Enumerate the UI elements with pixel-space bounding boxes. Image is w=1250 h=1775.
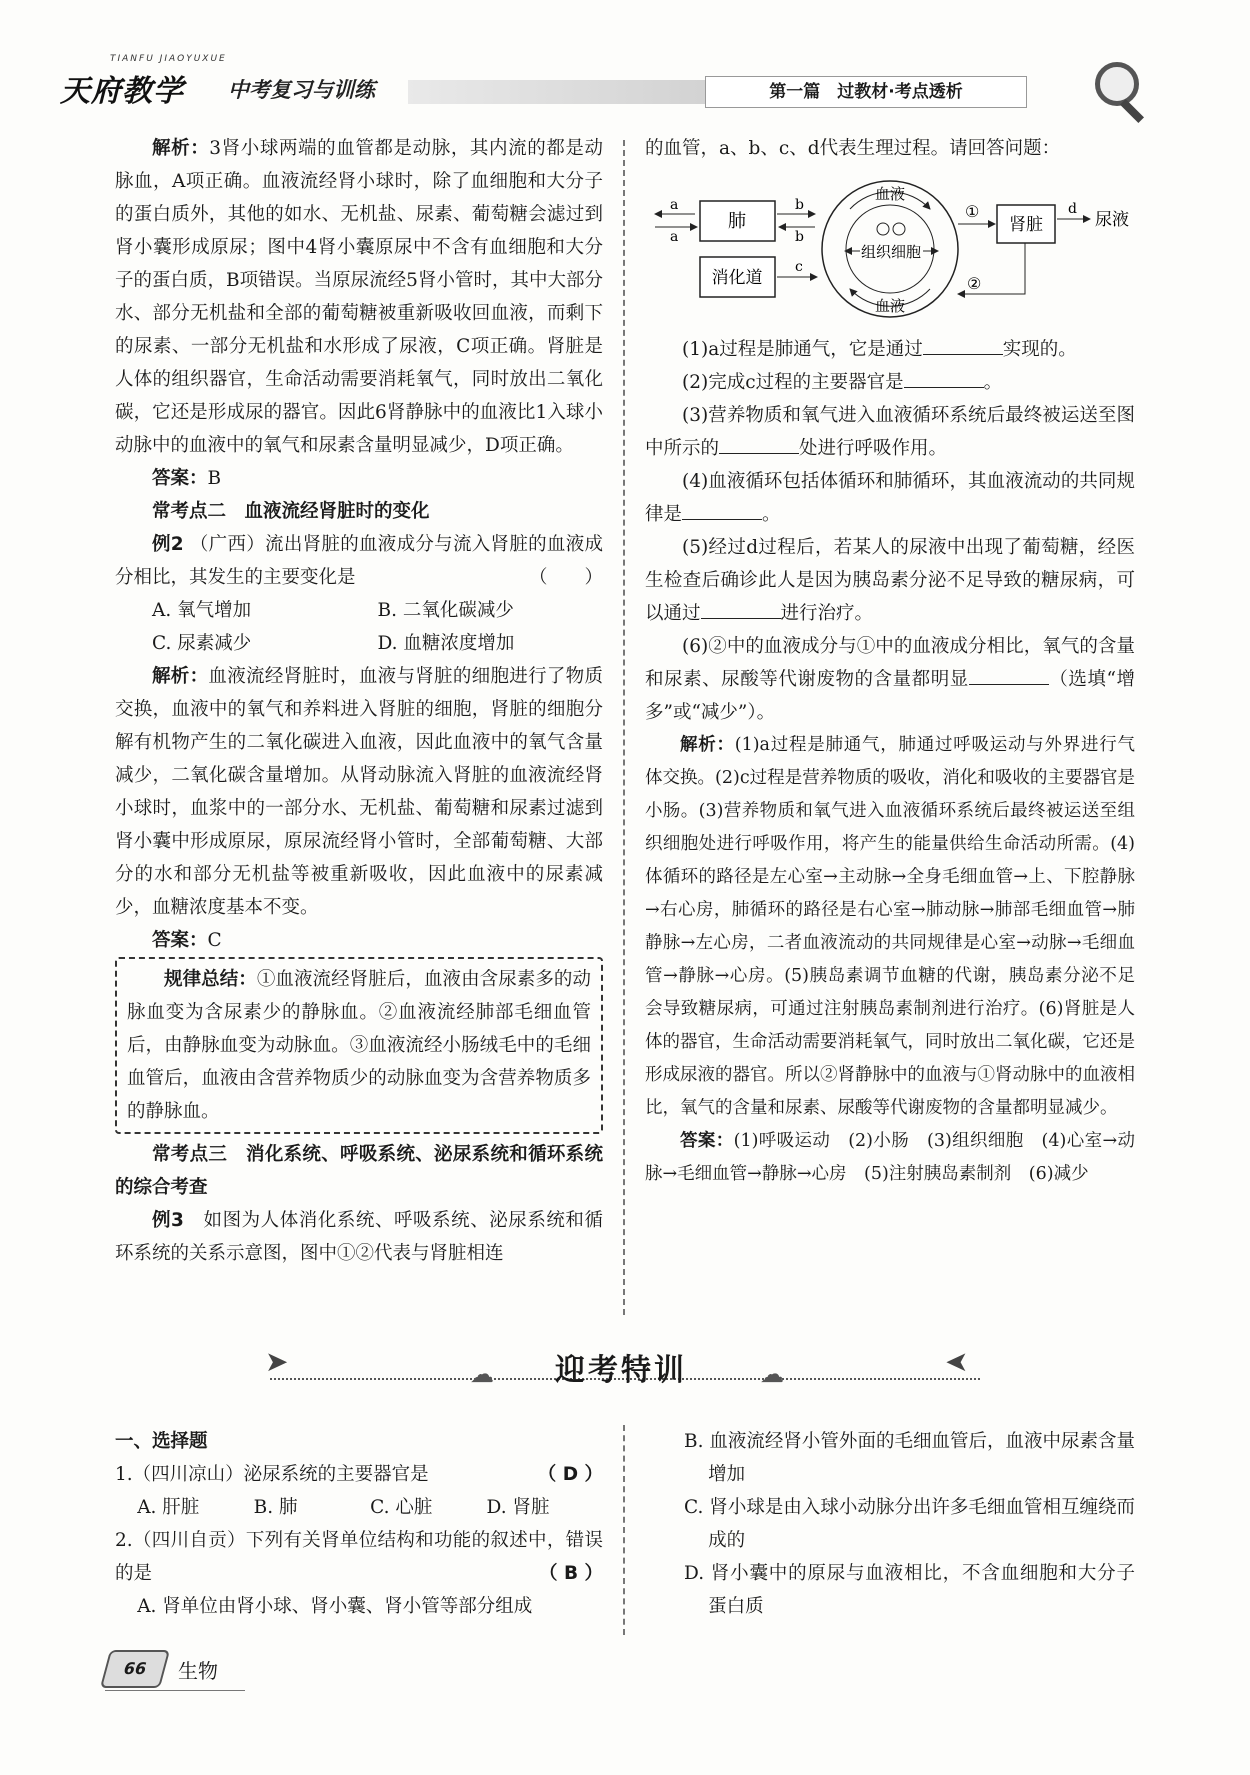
rule-label: 规律总结： xyxy=(164,969,257,990)
cloud-icon: ☁ xyxy=(470,1360,494,1388)
answer-blank[interactable] xyxy=(719,435,799,454)
kidney-label: 肾脏 xyxy=(1009,215,1043,235)
footer-rule xyxy=(105,1690,245,1691)
analysis-text: (1)a过程是肺通气，肺通过呼吸运动与外界进行气体交换。(2)c过程是营养物质的吸收，消化和吸收的主要器官是小肠。(3)营养物质和氧气进入血液循环系统后最终被运送至组织细胞处进行呼吸作用，将产生的能量供给生命活动所需。(4)体循环的路径是左心室→主动脉→全身毛细血管→上、下腔静脉→右心房，肺循环的路径是右心室→肺动脉→肺部毛细血管→肺静脉→左心房，二者血液流动的共同规律是心室→动脉→毛细血管→静脉→心房。(5)胰岛素调节血糖的代谢，胰岛素分泌不足会导致糖尿病，可通过注射胰岛素制剂进行治疗。(6)肾脏是人体的器官，生命活动需要消耗氧气，同时放出二氧化碳，它还是形成尿液的器官。所以②肾静脉中的血液与①肾动脉中的血液相比，氧气的含量和尿素、尿酸等代谢废物的含量都明显减少。 xyxy=(645,735,1135,1118)
magnifier-handle-icon xyxy=(1120,99,1144,123)
analysis-text: 3肾小球两端的血管都是动脉，其内流的都是动脉血，A项正确。血液流经肾小球时，除了血细胞和大分子的蛋白质外，其他的如水、无机盐、尿素、葡萄糖会滤过到肾小囊形成原尿；图中4肾小囊原尿中不含有血细胞和大分子的蛋白质，B项错误。当原尿流经5肾小管时，其中大部分水、部分无机盐和全部的葡萄糖被重新吸收回血液，而剩下的尿素、一部分无机盐和水形成了尿液，C项正确。肾脏是人体的组织器官，生命活动需要消耗氧气，同时放出二氧化碳，它还是形成尿的器官。因此6肾静脉中的血液比1入球小动脉中的血液中的氧气和尿素含量明显减少，D项正确。 xyxy=(115,138,603,456)
option-c: C. 尿素减少 xyxy=(152,633,252,654)
lung-label: 肺 xyxy=(728,211,746,232)
option-d: D. 血糖浓度增加 xyxy=(377,633,515,654)
series-title: 中考复习与训练 xyxy=(228,78,375,102)
column-divider xyxy=(623,140,625,1315)
option-b: B. 二氧化碳减少 xyxy=(377,600,514,621)
page-header xyxy=(60,54,1130,118)
circulation-diagram xyxy=(645,169,1135,329)
answer-blank[interactable] xyxy=(923,336,1003,355)
vessel-2-label: ② xyxy=(967,274,982,293)
column-divider xyxy=(623,1425,625,1635)
process-d-label: d xyxy=(1068,201,1077,217)
options-row-2 xyxy=(115,627,603,660)
option-c: C. 心脏 xyxy=(370,1497,433,1518)
option-a: A. 氧气增加 xyxy=(152,600,252,621)
option-c: C. 肾小球是由入球小动脉分出许多毛细血管相互缠绕而成的 xyxy=(684,1497,1135,1551)
training-title: 迎考特训 xyxy=(555,1353,687,1388)
tissue-cell-label: 组织细胞 xyxy=(860,243,922,261)
question-6-text: (6)②中的血液成分与①中的血液成分相比，氧气的含量和尿素、尿酸等代谢废物的含量都明显 xyxy=(645,636,1135,690)
process-b-label: b xyxy=(795,197,804,213)
logo-pinyin: TIANFU JIAOYUXUE xyxy=(110,54,227,64)
example-2-label: 例2 xyxy=(152,534,184,555)
key-point-2: 常考点二 血液流经肾脏时的变化 xyxy=(152,501,430,522)
option-b: B. 血液流经肾小管外面的毛细血管后，血液中尿素含量增加 xyxy=(684,1431,1135,1485)
example-2-text: （广西）流出肾脏的血液成分与流入肾脏的血液成分相比，其发生的主要变化是 xyxy=(115,534,603,588)
answer-value: C xyxy=(207,930,222,951)
digestive-tract-label: 消化道 xyxy=(711,268,763,288)
question-6-tail: （选填“增多”或“减少”）。 xyxy=(645,669,1135,723)
page-number: 66 xyxy=(100,1650,170,1688)
answer-label: 答案： xyxy=(680,1131,734,1151)
answer-blank[interactable] xyxy=(969,666,1049,685)
section-choice-heading: 一、选择题 xyxy=(115,1431,208,1452)
analysis-label: 解析： xyxy=(680,735,735,755)
question-3-text: (3)营养物质和氧气进入血液循环系统后最终被运送至图中所示的 xyxy=(645,405,1135,459)
question-4-text: (4)血液循环包括体循环和肺循环，其血液流动的共同规律是 xyxy=(645,471,1135,525)
blood-top-label: 血液 xyxy=(874,185,906,203)
answer-label: 答案： xyxy=(152,468,208,489)
logo: 天府教学 xyxy=(60,74,184,109)
training-left xyxy=(115,1425,603,1623)
paper-plane-icon: ➤ xyxy=(265,1345,289,1378)
example-3-continued: 的血管，a、b、c、d代表生理过程。请回答问题： xyxy=(645,138,1061,159)
vessel-1-label: ① xyxy=(965,202,980,221)
question-3-tail: 处进行呼吸作用。 xyxy=(799,438,948,459)
paper-plane-icon: ➤ xyxy=(945,1345,969,1378)
section-title: 第一篇 过教材·考点透析 xyxy=(705,76,1027,108)
training-options-1 xyxy=(115,1491,603,1524)
analysis-label: 解析： xyxy=(152,666,209,687)
magnifier-icon xyxy=(1095,62,1139,106)
option-a: A. 肝脏 xyxy=(137,1497,200,1518)
option-d: D. 肾脏 xyxy=(486,1497,550,1518)
options-row-1 xyxy=(115,594,603,627)
training-answer-2: （ B ） xyxy=(539,1563,603,1584)
process-a-label: a xyxy=(670,229,679,245)
process-a-label: a xyxy=(670,197,679,213)
answer-paren: （ ） xyxy=(528,567,603,588)
answer-blank[interactable] xyxy=(682,501,762,520)
training-question-2: 2.（四川自贡）下列有关肾单位结构和功能的叙述中，错误的是 xyxy=(115,1530,603,1584)
process-b-label: b xyxy=(795,229,804,245)
subject-label: 生物 xyxy=(178,1659,218,1683)
option-a: A. 肾单位由肾小球、肾小囊、肾小管等部分组成 xyxy=(137,1596,533,1617)
example-3-label: 例3 xyxy=(152,1210,184,1231)
rule-text: ①血液流经肾脏后，血液由含尿素多的动脉血变为含尿素少的静脉血。②血液流经肺部毛细血管后，由静脉血变为动脉血。③血液流经小肠绒毛中的毛细血管后，血液由含营养物质少的动脉血变为含营养物质多的静脉血。 xyxy=(127,969,591,1122)
training-answer-1: （ D ） xyxy=(537,1464,603,1485)
question-2-text: (2)完成c过程的主要器官是 xyxy=(682,372,904,393)
answer-value: B xyxy=(207,468,222,489)
answer-blank[interactable] xyxy=(701,600,781,619)
analysis-label: 解析： xyxy=(152,138,210,159)
question-2-tail: 。 xyxy=(983,372,1003,393)
urine-label: 尿液 xyxy=(1095,210,1129,230)
training-right xyxy=(660,1425,1135,1623)
question-5-tail: 进行治疗。 xyxy=(780,603,874,624)
cloud-icon: ☁ xyxy=(760,1360,784,1388)
answer-label: 答案： xyxy=(152,930,208,951)
option-b: B. 肺 xyxy=(253,1497,298,1518)
right-column xyxy=(645,132,1135,1191)
option-d: D. 肾小囊中的原尿与血液相比，不含血细胞和大分子蛋白质 xyxy=(684,1563,1135,1617)
left-column xyxy=(115,132,603,1270)
process-c-label: c xyxy=(795,259,803,275)
question-1-tail: 实现的。 xyxy=(1002,339,1077,360)
training-question-1: 1.（四川凉山）泌尿系统的主要器官是 xyxy=(115,1464,429,1485)
question-5-text: (5)经过d过程后，若某人的尿液中出现了葡萄糖，经医生检查后确诊此人是因为胰岛素分泌不足导致的糖尿病，可以通过 xyxy=(645,537,1135,624)
blood-bottom-label: 血液 xyxy=(874,297,906,315)
answer-value: (1)呼吸运动 (2)小肠 (3)组织细胞 (4)心室→动脉→毛细血管→静脉→心房 (5)注射胰岛素制剂 (6)减少 xyxy=(645,1131,1135,1184)
analysis-text: 血液流经肾脏时，血液与肾脏的细胞进行了物质交换，血液中的氧气和养料进入肾脏的细胞，肾脏的细胞分解有机物产生的二氧化碳进入血液，因此血液中的氧气含量减少，二氧化碳含量增加。从肾动脉流入肾脏的血液流经肾小球时，血浆中的一部分水、无机盐、葡萄糖和尿素过滤到肾小囊中形成原尿，原尿流经肾小管时，全部葡萄糖、大部分的水和部分无机盐等被重新吸收，因此血液中的尿素减少，血糖浓度基本不变。 xyxy=(115,666,603,918)
example-3-text: 如图为人体消化系统、呼吸系统、泌尿系统和循环系统的关系示意图，图中①②代表与肾脏相连 xyxy=(115,1210,603,1264)
key-point-3: 常考点三 消化系统、呼吸系统、泌尿系统和循环系统的综合考查 xyxy=(115,1144,603,1198)
question-1-text: (1)a过程是肺通气，它是通过 xyxy=(682,339,923,360)
answer-blank[interactable] xyxy=(904,369,984,388)
question-4-tail: 。 xyxy=(762,504,781,525)
rule-summary-box xyxy=(115,957,603,1134)
